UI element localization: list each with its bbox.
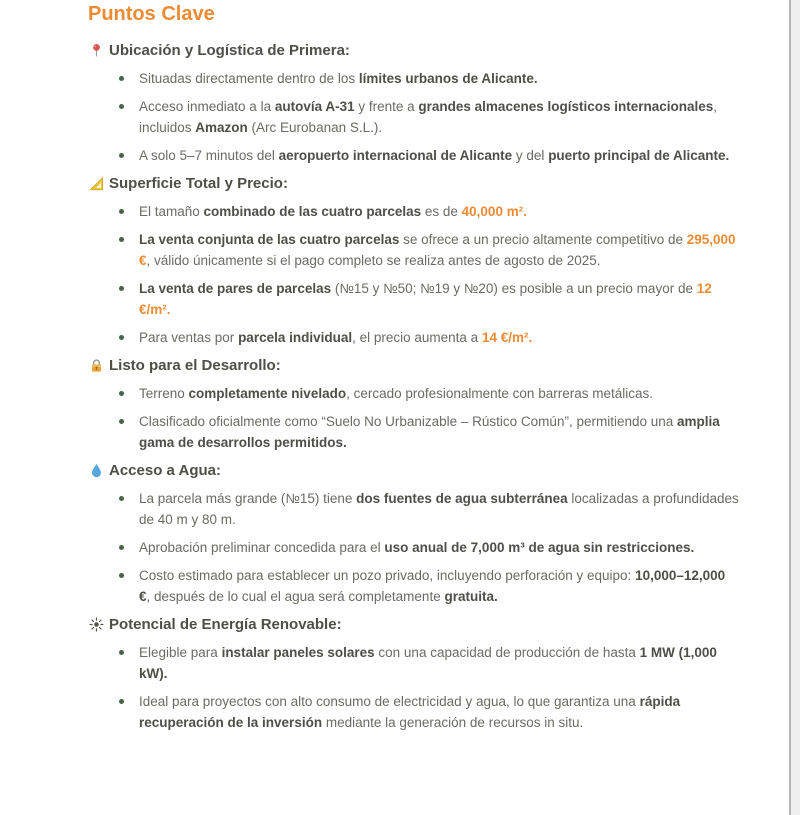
body-text: , incluidos	[139, 99, 718, 135]
emphasized-text: La venta conjunta de las cuatro parcelas	[139, 232, 400, 247]
emphasized-text: autovía A-31	[274, 99, 355, 114]
scrollbar-thumb[interactable]	[789, 0, 791, 815]
section	[88, 40, 740, 166]
highlighted-value: 14 €/m².	[481, 330, 533, 345]
section	[88, 460, 740, 607]
emphasized-text: parcela individual	[238, 330, 353, 345]
emphasized-text: completamente nivelado	[188, 386, 347, 401]
body-text: y frente a	[354, 99, 419, 114]
list-item	[139, 488, 740, 530]
lock-icon	[88, 358, 104, 374]
emphasized-text: puerto principal de Alicante.	[548, 148, 730, 163]
section-item-list	[88, 68, 740, 166]
section-item-list	[88, 383, 740, 453]
list-item	[139, 565, 740, 607]
list-item	[139, 229, 740, 271]
body-text: localizadas a profundidades de 40 m y 80 m.	[139, 491, 739, 527]
emphasized-text: combinado de las cuatro parcelas	[203, 204, 422, 219]
emphasized-text: 10,000–12,000 €	[139, 568, 726, 604]
body-text: Aprobación preliminar concedida para el	[139, 540, 385, 555]
list-item	[139, 201, 740, 222]
body-text: Ideal para proyectos con alto consumo de electricidad y agua, lo que garantiza una	[139, 694, 640, 709]
body-text: (Arc Eurobanan S.L.).	[247, 120, 383, 135]
body-text: se ofrece a un precio altamente competitivo de	[399, 232, 687, 247]
section-heading: Superficie Total y Precio:	[109, 175, 288, 192]
list-item	[139, 383, 740, 404]
page-title: Puntos Clave	[88, 3, 215, 25]
emphasized-text: amplia gama de desarrollos permitidos.	[139, 414, 720, 450]
section-header	[88, 355, 740, 376]
water-drop-icon	[88, 463, 104, 479]
highlighted-value: 295,000 €	[139, 232, 736, 268]
vertical-scrollbar[interactable]	[790, 0, 800, 815]
body-text: Costo estimado para establecer un pozo privado, incluyendo perforación y equipo:	[139, 568, 636, 583]
emphasized-text: rápida recuperación de la inversión	[139, 694, 681, 730]
section-item-list	[88, 488, 740, 607]
section	[88, 614, 740, 733]
section-heading: Acceso a Agua:	[109, 462, 221, 479]
highlighted-value: 40,000 m².	[461, 204, 527, 219]
body-text: (№15 y №50; №19 y №20) es posible a un precio mayor de	[331, 281, 697, 296]
body-text: Situadas directamente dentro de los	[139, 71, 359, 86]
list-item	[139, 691, 740, 733]
body-text: A solo 5–7 minutos del	[139, 148, 279, 163]
body-text: mediante la generación de recursos in situ.	[322, 715, 584, 730]
triangle-ruler-icon	[88, 176, 104, 192]
emphasized-text: aeropuerto internacional de Alicante	[278, 148, 513, 163]
section-heading: Listo para el Desarrollo:	[109, 357, 281, 374]
section	[88, 173, 740, 348]
highlighted-value: 12 €/m².	[139, 281, 712, 317]
body-text: , válido únicamente si el pago completo se realiza antes de agosto de 2025.	[146, 253, 601, 268]
section-heading: Ubicación y Logística de Primera:	[109, 42, 350, 59]
list-item	[139, 327, 740, 348]
list-item	[139, 411, 740, 453]
section-header	[88, 614, 740, 635]
body-text: con una capacidad de producción de hasta	[374, 645, 640, 660]
emphasized-text: grandes almacenes logísticos internacionales	[418, 99, 714, 114]
list-item	[139, 642, 740, 684]
list-item	[139, 96, 740, 138]
list-item	[139, 68, 740, 89]
body-text: La parcela más grande (№15) tiene	[139, 491, 357, 506]
section-item-list	[88, 642, 740, 733]
list-item	[139, 145, 740, 166]
body-text: Clasificado oficialmente como “Suelo No Urbanizable – Rústico Común”, permitiendo una	[139, 414, 678, 429]
emphasized-text: uso anual de 7,000 m³ de agua sin restricciones.	[384, 540, 695, 555]
emphasized-text: Amazon	[195, 120, 248, 135]
section	[88, 355, 740, 453]
section-header	[88, 40, 740, 61]
body-text: es de	[421, 204, 462, 219]
body-text: Elegible para	[139, 645, 222, 660]
section-header	[88, 460, 740, 481]
body-text: , el precio aumenta a	[352, 330, 482, 345]
sections-container	[88, 40, 740, 733]
body-text: El tamaño	[139, 204, 204, 219]
emphasized-text: La venta de pares de parcelas	[139, 281, 332, 296]
body-text: y del	[512, 148, 549, 163]
body-text: Acceso inmediato a la	[139, 99, 275, 114]
list-item	[139, 278, 740, 320]
body-text: Para ventas por	[139, 330, 239, 345]
emphasized-text: instalar paneles solares	[221, 645, 375, 660]
emphasized-text: 1 MW (1,000 kW).	[139, 645, 717, 681]
pushpin-icon	[88, 43, 104, 59]
emphasized-text: límites urbanos de Alicante.	[358, 71, 538, 86]
body-text: , cercado profesionalmente con barreras metálicas.	[346, 386, 653, 401]
body-text: Terreno	[139, 386, 189, 401]
emphasized-text: dos fuentes de agua subterránea	[356, 491, 568, 506]
list-item	[139, 537, 740, 558]
section-header	[88, 173, 740, 194]
emphasized-text: gratuita.	[444, 589, 498, 604]
body-text: , después de lo cual el agua será completamente	[146, 589, 445, 604]
sun-icon	[88, 617, 104, 633]
section-item-list	[88, 201, 740, 348]
section-heading: Potencial de Energía Renovable:	[109, 616, 342, 633]
